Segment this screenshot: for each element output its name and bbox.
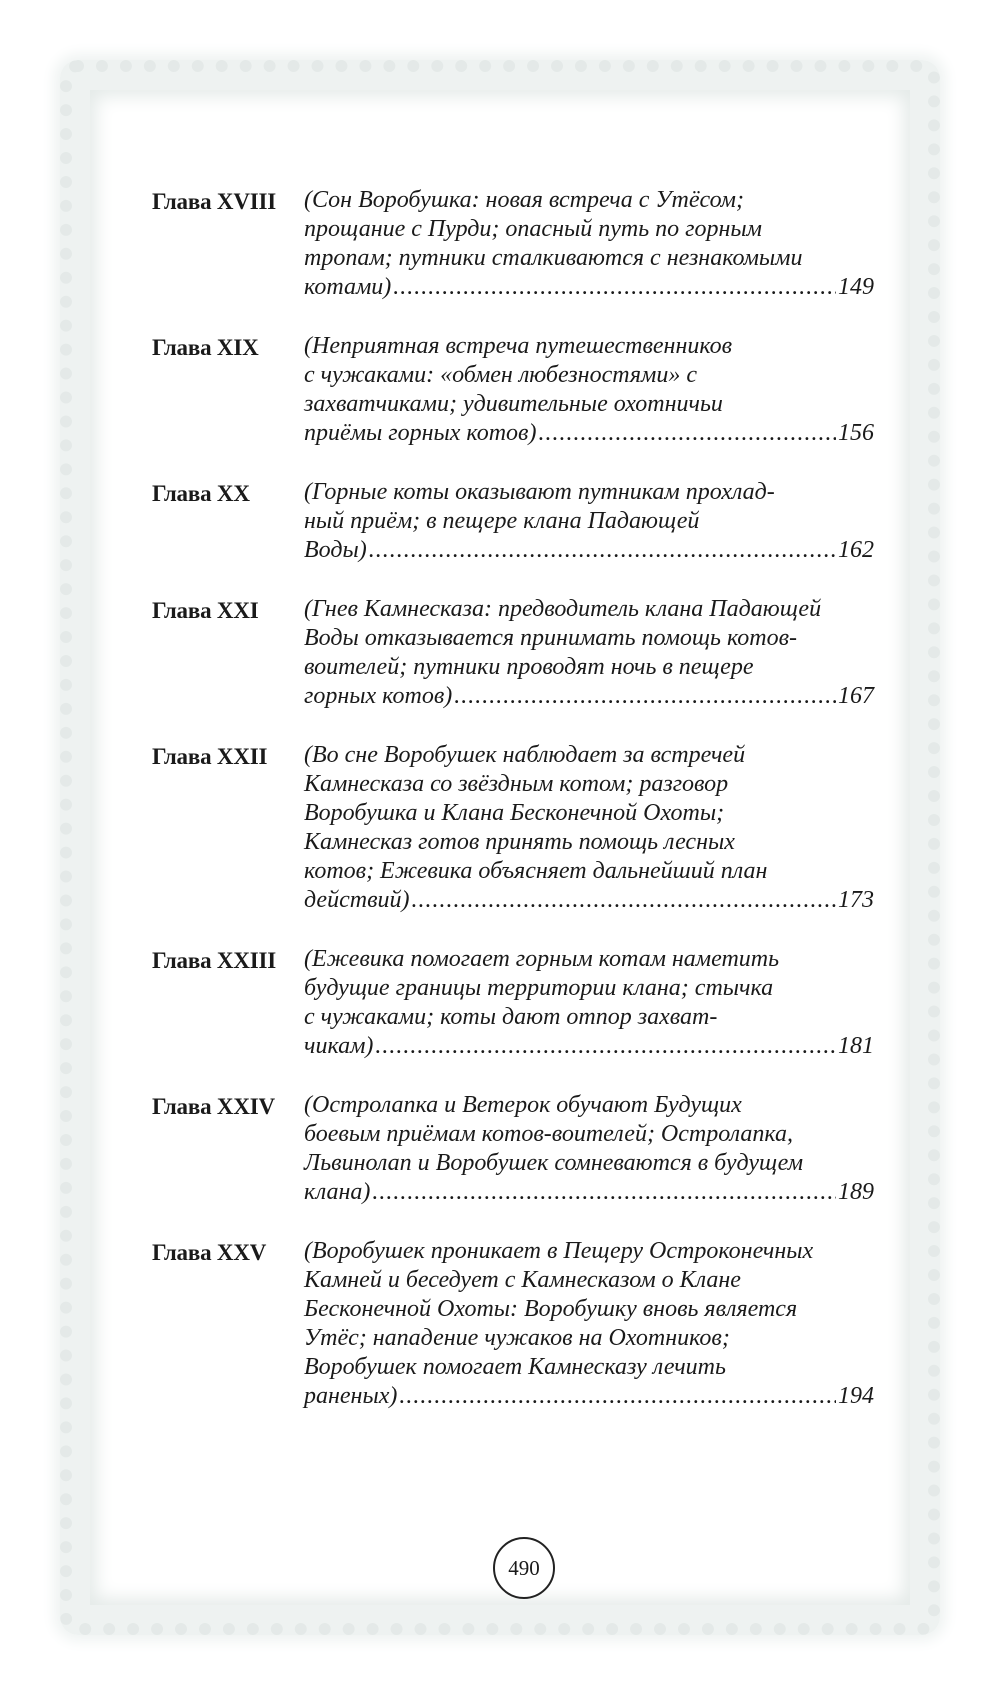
description-line: с чужаками; коты дают отпор захват- (304, 1004, 718, 1030)
toc-entry (152, 332, 912, 448)
description-last-line (304, 1032, 874, 1061)
chapter-page-number: 189 (838, 1179, 874, 1205)
table-of-contents (152, 186, 912, 1441)
toc-entry (152, 945, 912, 1061)
chapter-page-number: 181 (838, 1033, 874, 1059)
chapter-description (304, 1091, 874, 1207)
dot-leader (369, 536, 836, 565)
description-line: Воробушка и Клана Бесконечной Охоты; (304, 800, 725, 826)
description-line: клана) (304, 1179, 371, 1205)
description-line: (Горные коты оказывают путникам прохлад- (304, 479, 775, 505)
toc-entry (152, 595, 912, 711)
dot-leader (411, 886, 836, 915)
toc-entry (152, 1237, 912, 1411)
description-line: приёмы горных котов) (304, 420, 537, 446)
chapter-description (304, 741, 874, 915)
description-last-line (304, 682, 874, 711)
description-last-line (304, 886, 874, 915)
description-line: Воды отказывается принимать помощь котов- (304, 625, 798, 651)
chapter-description (304, 1237, 874, 1411)
chapter-page-number: 162 (838, 537, 874, 563)
description-last-line (304, 273, 874, 302)
description-line: будущие границы территории клана; стычка (304, 975, 774, 1001)
description-line: (Во сне Воробушек наблюдает за встречей (304, 742, 746, 768)
chapter-page-number: 156 (838, 420, 874, 446)
description-last-line (304, 1382, 874, 1411)
description-line: Воробушек помогает Камнесказу лечить (304, 1354, 726, 1380)
description-line: (Ежевика помогает горным котам наметить (304, 946, 780, 972)
description-line: Львинолап и Воробушек сомневаются в будущем (304, 1150, 804, 1176)
description-line: Воды) (304, 537, 367, 563)
chapter-label: Глава XXI (152, 598, 259, 623)
description-line: Утёс; нападение чужаков на Охотников; (304, 1325, 730, 1351)
description-last-line (304, 419, 874, 448)
page-number-circle (493, 1537, 555, 1599)
dot-leader (393, 273, 836, 302)
chapter-label: Глава XXV (152, 1240, 267, 1265)
description-line: (Сон Воробушка: новая встреча с Утёсом; (304, 187, 744, 213)
chapter-page-number: 167 (838, 683, 874, 709)
dot-leader (399, 1382, 836, 1411)
description-line: котов; Ежевика объясняет дальнейший план (304, 858, 768, 884)
chapter-label: Глава XX (152, 481, 250, 506)
page-number: 490 (508, 1555, 540, 1580)
toc-entry (152, 186, 912, 302)
description-line: (Неприятная встреча путешественников (304, 333, 733, 359)
chapter-label: Глава XVIII (152, 189, 276, 214)
toc-entry (152, 1091, 912, 1207)
description-line: чикам) (304, 1033, 374, 1059)
chapter-label: Глава XXII (152, 744, 268, 769)
dot-leader (454, 682, 836, 711)
description-line: прощание с Пурди; опасный путь по горным (304, 216, 762, 242)
dot-leader (538, 419, 836, 448)
chapter-description (304, 478, 874, 565)
toc-entry (152, 741, 912, 915)
chapter-description (304, 595, 874, 711)
description-line: котами) (304, 274, 392, 300)
description-last-line (304, 1178, 874, 1207)
chapter-label: Глава XIX (152, 335, 259, 360)
description-line: захватчиками; удивительные охотничьи (304, 391, 723, 417)
description-line: (Остролапка и Ветерок обучают Будущих (304, 1092, 742, 1118)
chapter-label: Глава XXIV (152, 1094, 275, 1119)
description-line: с чужаками: «обмен любезностями» с (304, 362, 697, 388)
description-line: тропам; путники сталкиваются с незнакомыми (304, 245, 803, 271)
description-line: боевым приёмам котов-воителей; Остролапка, (304, 1121, 794, 1147)
dot-leader (372, 1178, 836, 1207)
chapter-description (304, 945, 874, 1061)
chapter-page-number: 149 (838, 274, 874, 300)
dot-leader (375, 1032, 836, 1061)
description-line: Бесконечной Охоты: Воробушку вновь является (304, 1296, 798, 1322)
description-line: воителей; путники проводят ночь в пещере (304, 654, 754, 680)
chapter-description (304, 332, 874, 448)
toc-entry (152, 478, 912, 565)
description-line: горных котов) (304, 683, 453, 709)
description-line: раненых) (304, 1383, 398, 1409)
description-line: (Воробушек проникает в Пещеру Остроконечных (304, 1238, 814, 1264)
description-last-line (304, 536, 874, 565)
chapter-page-number: 194 (838, 1383, 874, 1409)
description-line: Камнесказа со звёздным котом; разговор (304, 771, 729, 797)
description-line: (Гнев Камнесказа: предводитель клана Падающей (304, 596, 822, 622)
chapter-description (304, 186, 874, 302)
chapter-label: Глава XXIII (152, 948, 276, 973)
description-line: действий) (304, 887, 410, 913)
description-line: Камнесказ готов принять помощь лесных (304, 829, 735, 855)
chapter-page-number: 173 (838, 887, 874, 913)
description-line: Камней и беседует с Камнесказом о Клане (304, 1267, 741, 1293)
description-line: ный приём; в пещере клана Падающей (304, 508, 700, 534)
